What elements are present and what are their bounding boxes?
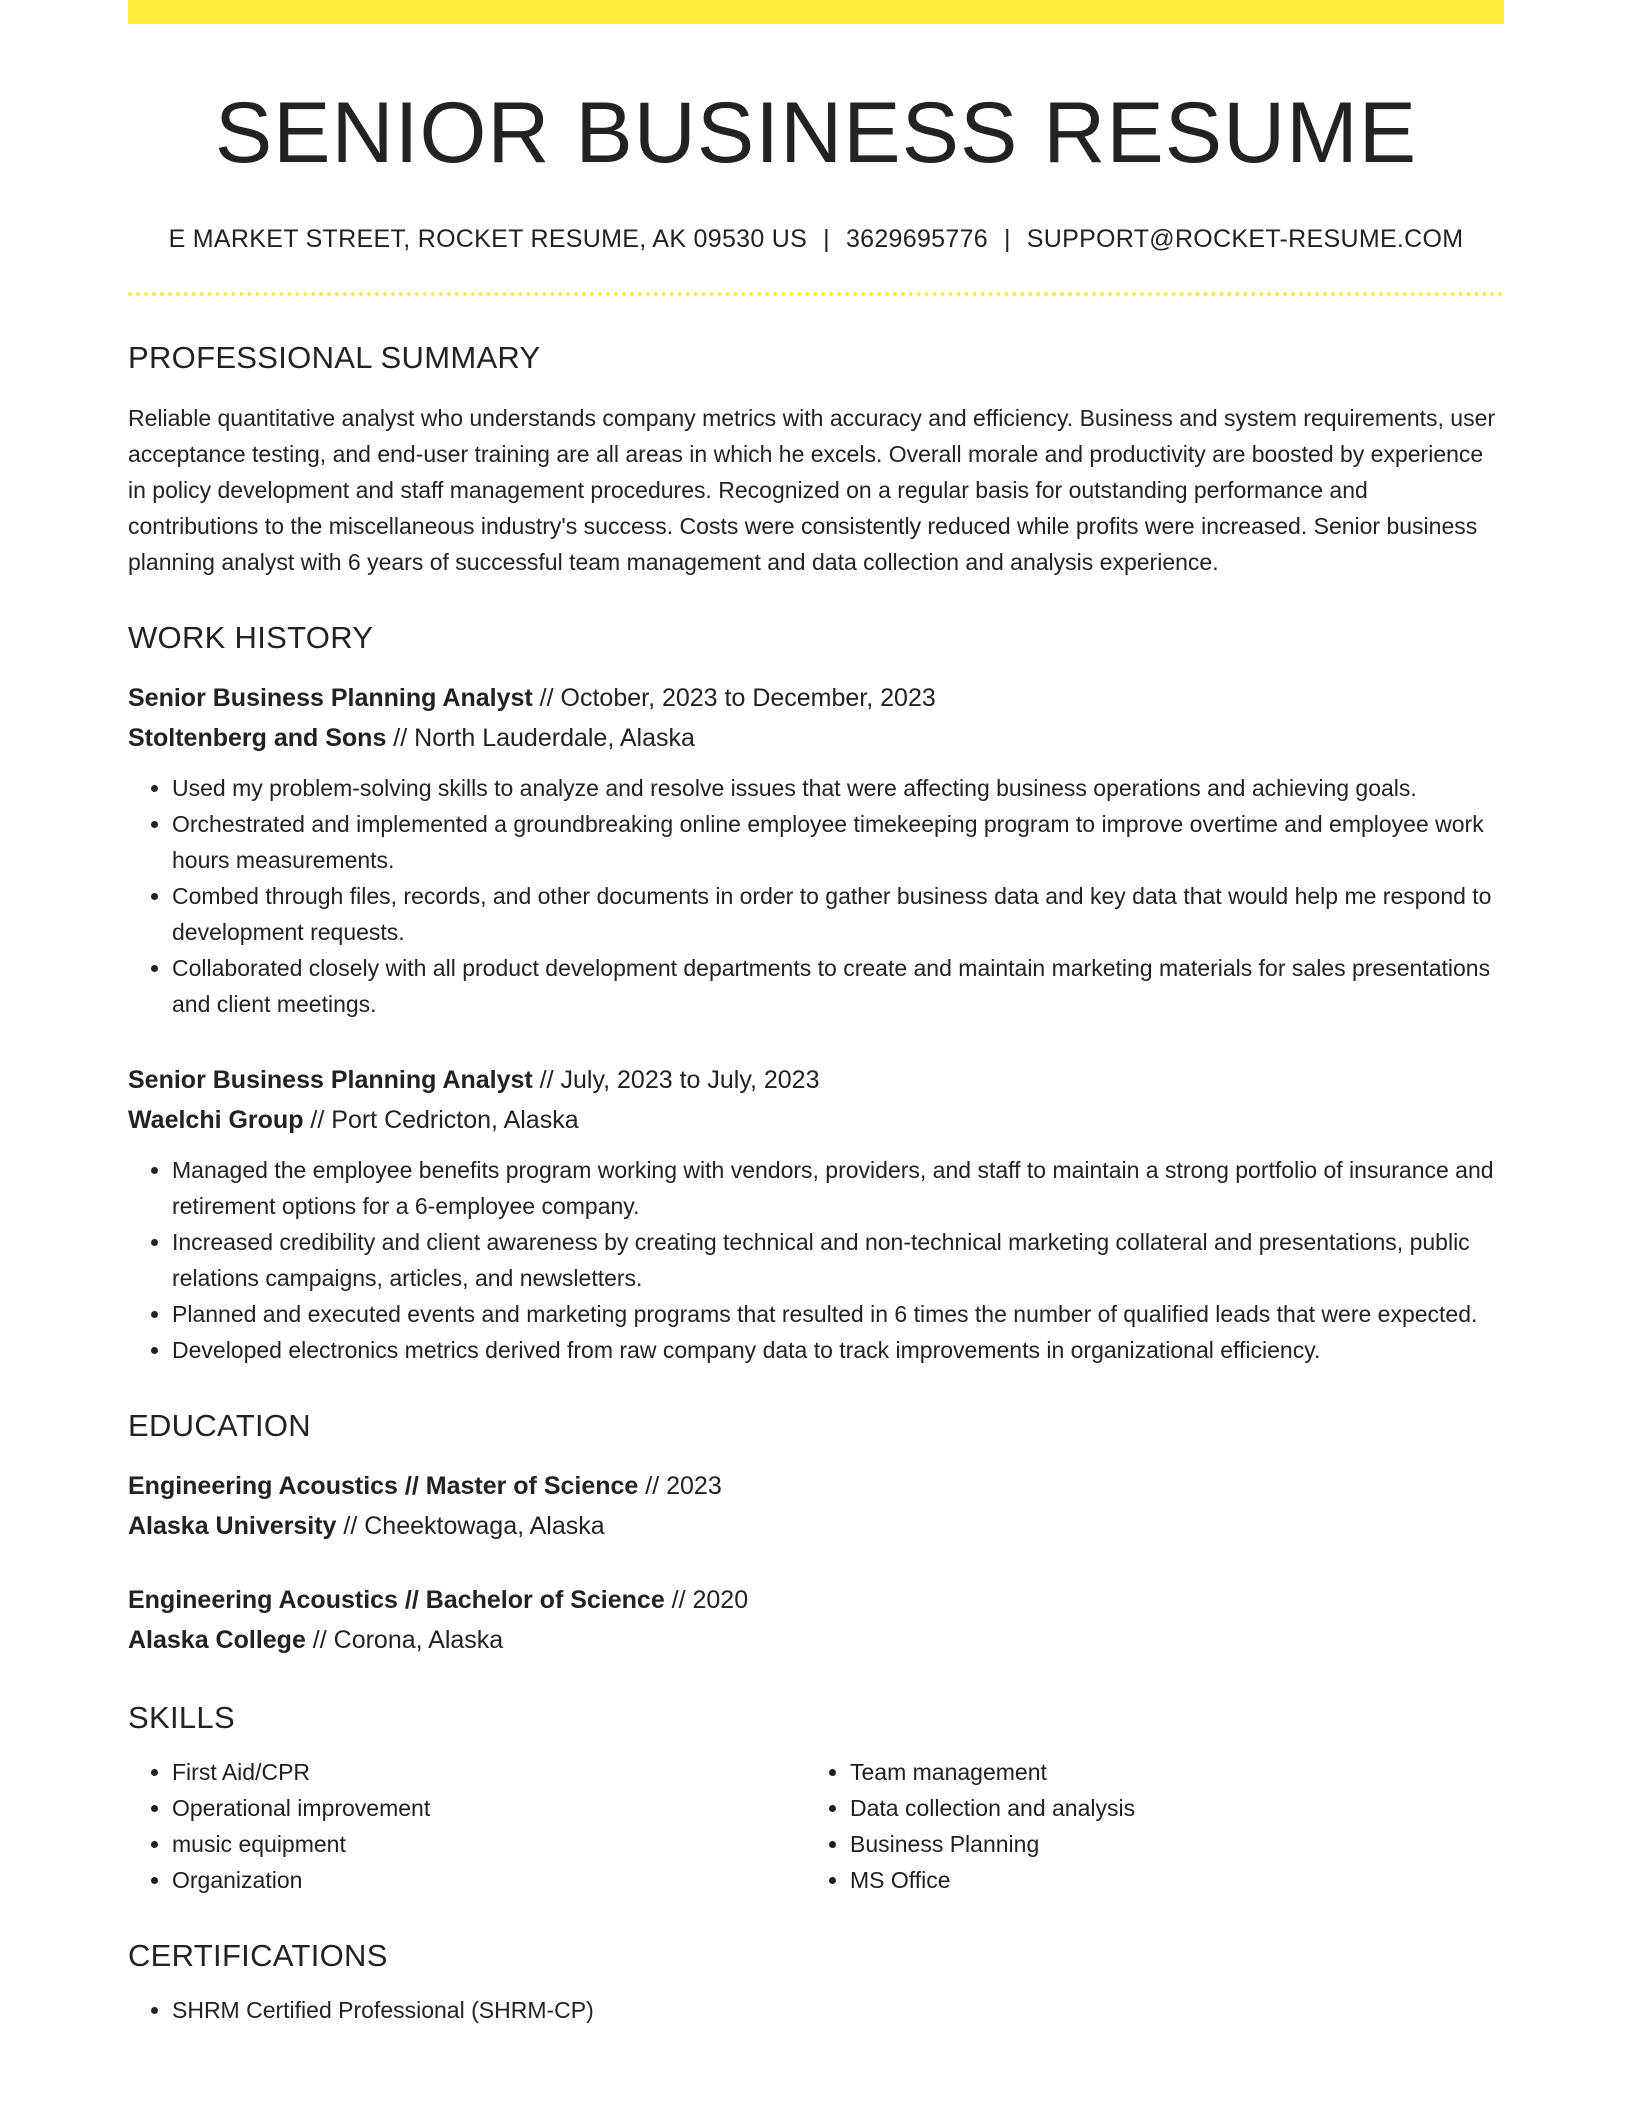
resume-title: SENIOR BUSINESS RESUME	[214, 85, 1418, 181]
list-item: • Managed the employee benefits program working with vendors, providers, and staff to maintain a strong portfolio of insurance and retirement options for a 6-employee company.	[172, 1152, 1504, 1224]
education-entry	[128, 1466, 1504, 1546]
contact-separator: |	[823, 224, 830, 253]
list-item: • First Aid/CPR	[172, 1754, 806, 1790]
job-title-line	[128, 678, 1504, 718]
list-item: • Combed through files, records, and other documents in order to gather business data and key data that would help me respond to development requests.	[172, 878, 1504, 950]
list-item: • Data collection and analysis	[850, 1790, 1484, 1826]
list-item: • Planned and executed events and marketing programs that resulted in 6 times the number of qualified leads that were expected.	[172, 1296, 1504, 1332]
certifications-list	[128, 1992, 1504, 2028]
school-line	[128, 1506, 1504, 1546]
address: E MARKET STREET, ROCKET RESUME, AK 09530 US	[168, 224, 808, 253]
skills-list	[806, 1754, 1484, 1898]
graduation-year: // 2023	[638, 1471, 722, 1500]
job-bullets	[128, 1152, 1504, 1368]
job-dates: // July, 2023 to July, 2023	[532, 1065, 820, 1094]
list-item: • Business Planning	[850, 1826, 1484, 1862]
list-item: • Used my problem-solving skills to analyze and resolve issues that were affecting business operations and achieving goals.	[172, 770, 1504, 806]
degree: Engineering Acoustics // Bachelor of Science	[128, 1585, 665, 1614]
school-location: // Corona, Alaska	[305, 1625, 504, 1654]
job-role: Senior Business Planning Analyst	[128, 1065, 533, 1094]
skills-column-right	[806, 1754, 1484, 1898]
list-item: • Collaborated closely with all product development departments to create and maintain marketing materials for sales presentations and client meetings.	[172, 950, 1504, 1022]
school-line	[128, 1620, 1504, 1660]
degree-line	[128, 1580, 1504, 1620]
list-item: • Developed electronics metrics derived from raw company data to track improvements in organizational efficiency.	[172, 1332, 1504, 1368]
job-location: // North Lauderdale, Alaska	[386, 723, 695, 752]
school: Alaska College	[128, 1625, 306, 1654]
job-bullets	[128, 770, 1504, 1022]
contact-line	[128, 225, 1504, 254]
job-company-line	[128, 1100, 1504, 1140]
degree-line	[128, 1466, 1504, 1506]
job-company: Stoltenberg and Sons	[128, 723, 387, 752]
work-history-heading: WORK HISTORY	[128, 619, 374, 655]
summary-heading: PROFESSIONAL SUMMARY	[128, 339, 541, 375]
summary-text: Reliable quantitative analyst who understands company metrics with accuracy and efficiency. Business and system requirements, user acceptance testing, and end-user training are all areas in which he excels. Overall morale and productivity are boosted by experience in policy development and staff management procedures. Recognized on a regular basis for outstanding performance and contributions to the miscellaneous industry's success. Costs were consistently reduced while profits were increased. Senior business planning analyst with 6 years of successful team management and data collection and analysis experience.	[128, 404, 1496, 575]
school-location: // Cheektowaga, Alaska	[336, 1511, 605, 1540]
school: Alaska University	[128, 1511, 337, 1540]
list-item: • Orchestrated and implemented a groundbreaking online employee timekeeping program to improve overtime and employee work hours measurements.	[172, 806, 1504, 878]
list-item: • Team management	[850, 1754, 1484, 1790]
job-entry	[128, 1060, 1504, 1368]
degree: Engineering Acoustics // Master of Science	[128, 1471, 639, 1500]
list-item: • MS Office	[850, 1862, 1484, 1898]
contact-separator: |	[1003, 224, 1011, 253]
list-item: • Operational improvement	[172, 1790, 806, 1826]
job-location: // Port Cedricton, Alaska	[303, 1105, 579, 1134]
job-role: Senior Business Planning Analyst	[128, 683, 533, 712]
skills-grid	[128, 1754, 1504, 1898]
list-item: • Organization	[172, 1862, 806, 1898]
skills-heading: SKILLS	[128, 1699, 235, 1735]
job-company-line	[128, 718, 1504, 758]
phone-number: 3629695776	[845, 224, 988, 253]
education-entry	[128, 1580, 1504, 1660]
education-heading: EDUCATION	[128, 1407, 311, 1443]
job-company: Waelchi Group	[128, 1105, 304, 1134]
skills-list	[128, 1754, 806, 1898]
list-item: • SHRM Certified Professional (SHRM-CP)	[172, 1992, 1504, 2028]
list-item: • Increased credibility and client awareness by creating technical and non-technical marketing collateral and presentations, public relations campaigns, articles, and newsletters.	[172, 1224, 1504, 1296]
email-address: SUPPORT@ROCKET-RESUME.COM	[1026, 224, 1464, 253]
list-item: • music equipment	[172, 1826, 806, 1862]
skills-column-left	[128, 1754, 806, 1898]
resume-page	[128, 0, 1504, 2028]
job-title-line	[128, 1060, 1504, 1100]
certifications-heading: CERTIFICATIONS	[128, 1937, 388, 1973]
job-entry	[128, 678, 1504, 1022]
accent-bar	[128, 0, 1504, 24]
graduation-year: // 2020	[664, 1585, 749, 1614]
job-dates: // October, 2023 to December, 2023	[532, 683, 936, 712]
dotted-divider	[128, 292, 1504, 296]
